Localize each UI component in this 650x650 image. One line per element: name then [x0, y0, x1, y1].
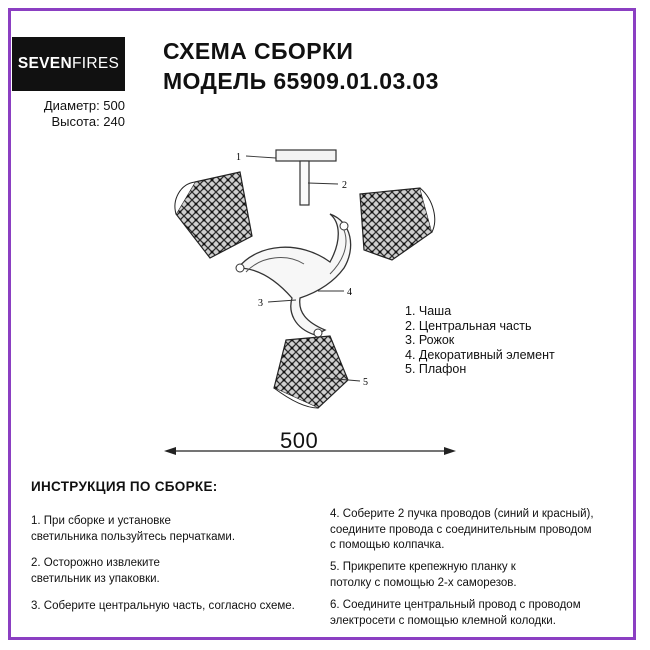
callout-3: 3 — [258, 298, 263, 309]
step-text: 5. Прикрепите крепежную планку к — [330, 561, 516, 573]
brand-logo-part2: FIRES — [71, 55, 120, 72]
instruction-step-3 — [31, 599, 295, 615]
step-text: электросети с помощью клемной колодки. — [330, 614, 556, 627]
step-text: 1. При сборке и установке — [31, 515, 171, 527]
step-text: соедините провода с соединительным проводом — [330, 523, 592, 536]
canopy-part — [276, 150, 336, 205]
step-text: 6. Соедините центральный провод с проводом — [330, 599, 581, 611]
step-text: с помощью колпачка. — [330, 539, 445, 551]
diameter-text: Диаметр: 500 — [43, 98, 125, 113]
callout-4: 4 — [347, 287, 352, 298]
callout-1: 1 — [236, 152, 241, 163]
central-body-part — [236, 214, 351, 337]
brand-logo-part1: SEVEN — [17, 55, 72, 72]
instruction-step-1 — [31, 514, 235, 545]
height-text: Высота: 240 — [51, 114, 125, 129]
instructions-title: ИНСТРУКЦИЯ ПО СБОРКЕ: — [31, 479, 218, 494]
diameter-dimension-label: 500 — [280, 428, 319, 453]
legend-item: 2. Центральная часть — [405, 318, 532, 333]
instruction-step-2 — [31, 556, 160, 587]
parts-legend — [405, 304, 555, 377]
legend-item: 4. Декоративный элемент — [405, 347, 555, 362]
legend-item: 5. Плафон — [405, 362, 467, 376]
lamp-shade-right — [360, 188, 435, 260]
instruction-step-4 — [330, 507, 594, 554]
title-line-2: МОДЕЛЬ 65909.01.03.03 — [163, 68, 439, 94]
callout-5: 5 — [363, 377, 368, 388]
title-line-1: СХЕМА СБОРКИ — [163, 38, 354, 64]
instruction-step-6 — [330, 598, 581, 629]
lamp-shade-bottom — [274, 336, 348, 408]
legend-item: 3. Рожок — [405, 333, 455, 347]
step-text: 4. Соберите 2 пучка проводов (синий и красный), — [330, 508, 594, 520]
step-text: светильника пользуйтесь перчатками. — [31, 530, 236, 543]
legend-item: 1. Чаша — [405, 304, 452, 318]
lamp-shade-left — [175, 172, 252, 258]
step-text: потолку с помощью 2-х саморезов. — [330, 576, 517, 589]
step-text: 2. Осторожно извлеките — [31, 557, 160, 569]
callout-2: 2 — [342, 180, 347, 191]
step-text: светильник из упаковки. — [31, 572, 160, 585]
instruction-step-5 — [330, 560, 517, 591]
step-text: 3. Соберите центральную часть, согласно схеме. — [31, 600, 295, 612]
